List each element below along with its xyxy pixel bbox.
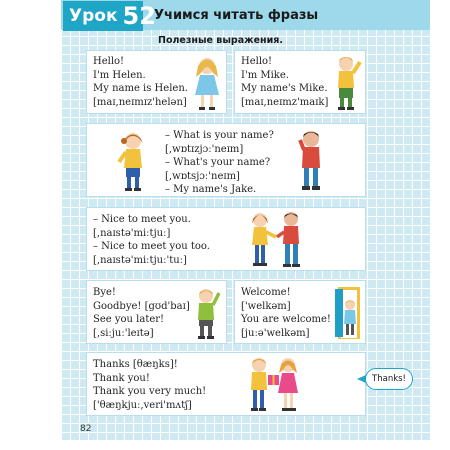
text-line: Thank you very much! [93,386,207,397]
boy-mike-illustration [330,54,362,112]
text-line: I'm Mike. [241,69,289,81]
boy-at-door-illustration [334,285,364,341]
card-name-dialog [86,123,366,197]
boy-jake-illustration [294,128,328,194]
text-line: – What is your name? [165,130,274,141]
text-line: [,siːjuː'leɪtə] [93,327,154,339]
text-line: Hello! [93,56,125,67]
card-welcome-text [241,286,331,340]
boy-waving-illustration [191,287,221,341]
text-line: – Nice to meet you too. [93,241,210,252]
text-line: [,naɪstə'miːtjuː'tuː] [93,254,187,266]
text-line: Thanks [θæŋks]! [93,359,178,370]
text-line: ['welkəm] [241,300,291,312]
speech-bubble [365,368,413,390]
text-line: – Nice to meet you. [93,214,191,225]
kids-handshake-illustration [245,210,307,270]
lesson-number: 52 [122,2,156,30]
text-line: [maɪ,neɪmz'maɪk] [241,96,329,108]
section-subtitle: Полезные выражения. [158,35,283,46]
lesson-word: Урок [69,6,118,26]
kids-gift-illustration [244,355,304,415]
card-welcome [234,280,366,344]
card-nice-to-meet [86,207,366,271]
text-line: [maɪ,neɪmɪz'helən] [93,96,187,108]
card-helen-text [93,55,188,109]
text-line: Bye! [93,287,116,298]
girl-helen-illustration [191,55,223,113]
text-line: See you later! [93,314,165,325]
page-number: 82 [80,424,92,434]
text-line: Goodbye! [gʊd'baɪ] [93,300,190,312]
card-bye-text [93,286,190,340]
text-line: [juːə'welkəm] [241,327,310,339]
card-mike-text [241,55,328,109]
text-line: Thank you! [93,372,150,384]
text-line: [,wɒtɪzjɔː'neɪm] [165,143,244,155]
lesson-badge [63,1,156,31]
text-line: My name's Mike. [241,83,328,94]
card-meet-text [93,213,210,267]
text-line: Welcome! [241,287,291,298]
card-helen [86,50,227,114]
text-line: – What's your name? [165,157,271,168]
text-line: Hello! [241,56,273,67]
text-line: – My name's Jake. [165,184,257,195]
card-thanks-text [93,358,206,412]
girl-illustration [115,130,151,194]
lesson-title: Учимся читать фразы [154,8,319,23]
text-line: [,naɪstə'miːtjuː] [93,227,171,239]
card-mike [234,50,366,114]
text-line: ['θæŋkjuː,veri'mʌtʃ] [93,399,192,411]
text-line: You are welcome! [241,314,331,325]
text-line: I'm Helen. [93,69,146,81]
card-thanks [86,352,366,416]
card-bye [86,280,227,344]
text-line: My name is Helen. [93,83,188,94]
card-name-text [165,129,274,197]
text-line: [,wɒtsjɔː'neɪm] [165,170,240,182]
speech-bubble-text: Thanks! [372,374,406,384]
